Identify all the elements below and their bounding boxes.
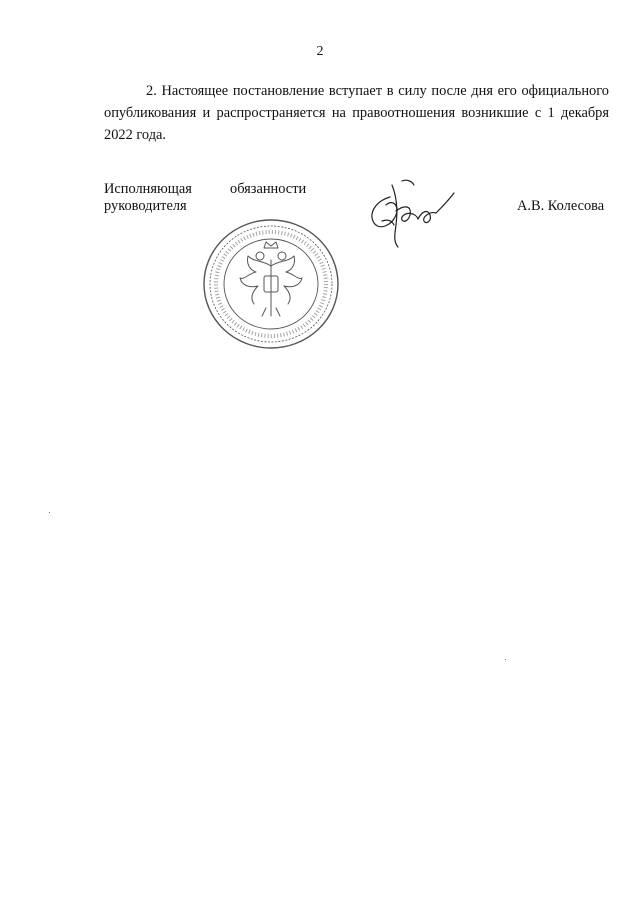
signatory-position-word-3: руководителя: [104, 198, 187, 214]
page-number: 2: [316, 44, 324, 59]
signature-icon: [362, 175, 458, 253]
signatory-name: А.В. Колесова: [517, 198, 605, 214]
body-paragraph: 2. Настоящее постановление вступает в силу после дня его официального опубликования и распространяется на правоотношения возникшие с 1 декабря 2022 года.: [104, 83, 609, 144]
double-headed-eagle-icon: [240, 242, 302, 316]
scan-speck: [505, 659, 506, 660]
official-seal-icon: [200, 216, 342, 352]
signatory-position-word-1: Исполняющая: [104, 181, 192, 197]
scan-speck: [49, 512, 50, 513]
signatory-position-word-2: обязанности: [230, 181, 307, 197]
